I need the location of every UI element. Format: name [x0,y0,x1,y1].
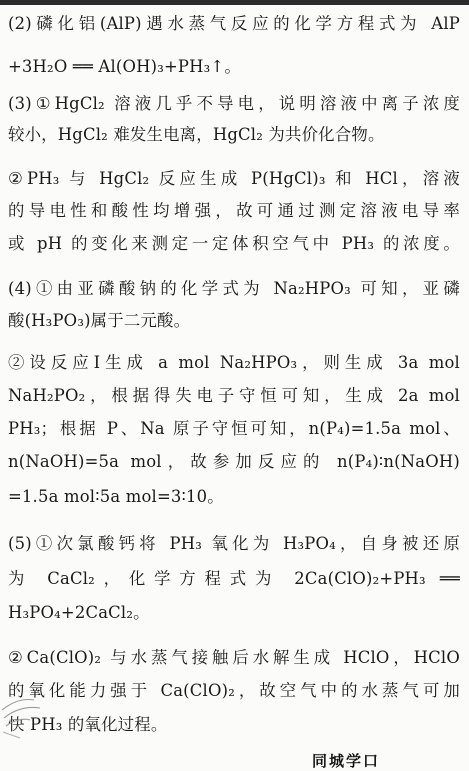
text-line-14: =1.5a mol∶5a mol=3∶10。 [8,487,224,506]
corner-stamp-text: 同城学口 [312,752,381,770]
text-line-3: (3)①HgCl₂ 溶液几乎不导电，说明溶液中离子浓度 [8,94,460,113]
text-line-9: 酸(H₃PO₃)属于二元酸。 [8,311,191,330]
text-line-11: NaH₂PO₂，根据得失电子守恒可知，生成 2a mol [8,386,460,405]
text-line-5: ②PH₃ 与 HgCl₂ 反应生成 P(HgCl)₃ 和 HCl，溶液 [8,169,460,188]
text-line-4: 较小，HgCl₂ 难发生电离，HgCl₂ 为共价化合物。 [8,125,385,144]
pencil-scribble-mark [0,640,60,750]
text-line-19: 的氧化能力强于 Ca(ClO)₂，故空气中的水蒸气可加 [8,681,460,700]
text-line-15: (5)①次氯酸钙将 PH₃ 氧化为 H₃PO₄，自身被还原 [8,534,460,553]
text-line-8: (4)①由亚磷酸钠的化学式为 Na₂HPO₃ 可知，亚磷 [8,279,460,298]
text-line-20: 快 PH₃ 的氧化过程。 [8,715,168,734]
text-line-10: ②设反应Ⅰ生成 a mol Na₂HPO₃，则生成 3a mol [8,353,460,372]
text-line-7: 或 pH 的变化来测定一定体积空气中 PH₃ 的浓度。 [8,234,460,253]
text-line-6: 的导电性和酸性均增强，故可通过测定溶液电导率 [8,201,460,220]
text-line-12: PH₃；根据 P、Na 原子守恒可知，n(P₄)=1.5a mol、 [8,419,460,438]
text-line-13: n(NaOH)=5a mol，故参加反应的 n(P₄)∶n(NaOH) [8,452,460,471]
top-edge-shadow [0,0,469,5]
text-line-2: +3H₂O ══ Al(OH)₃+PH₃↑。 [8,57,241,76]
text-line-16: 为 CaCl₂，化学方程式为 2Ca(ClO)₂+PH₃ ══ [8,569,460,588]
text-line-17: H₃PO₄+2CaCl₂。 [8,603,150,622]
text-line-1: (2)磷化铝(AlP)遇水蒸气反应的化学方程式为 AlP [8,14,460,33]
text-line-18: ②Ca(ClO)₂ 与水蒸气接触后水解生成 HClO，HClO [8,648,460,667]
